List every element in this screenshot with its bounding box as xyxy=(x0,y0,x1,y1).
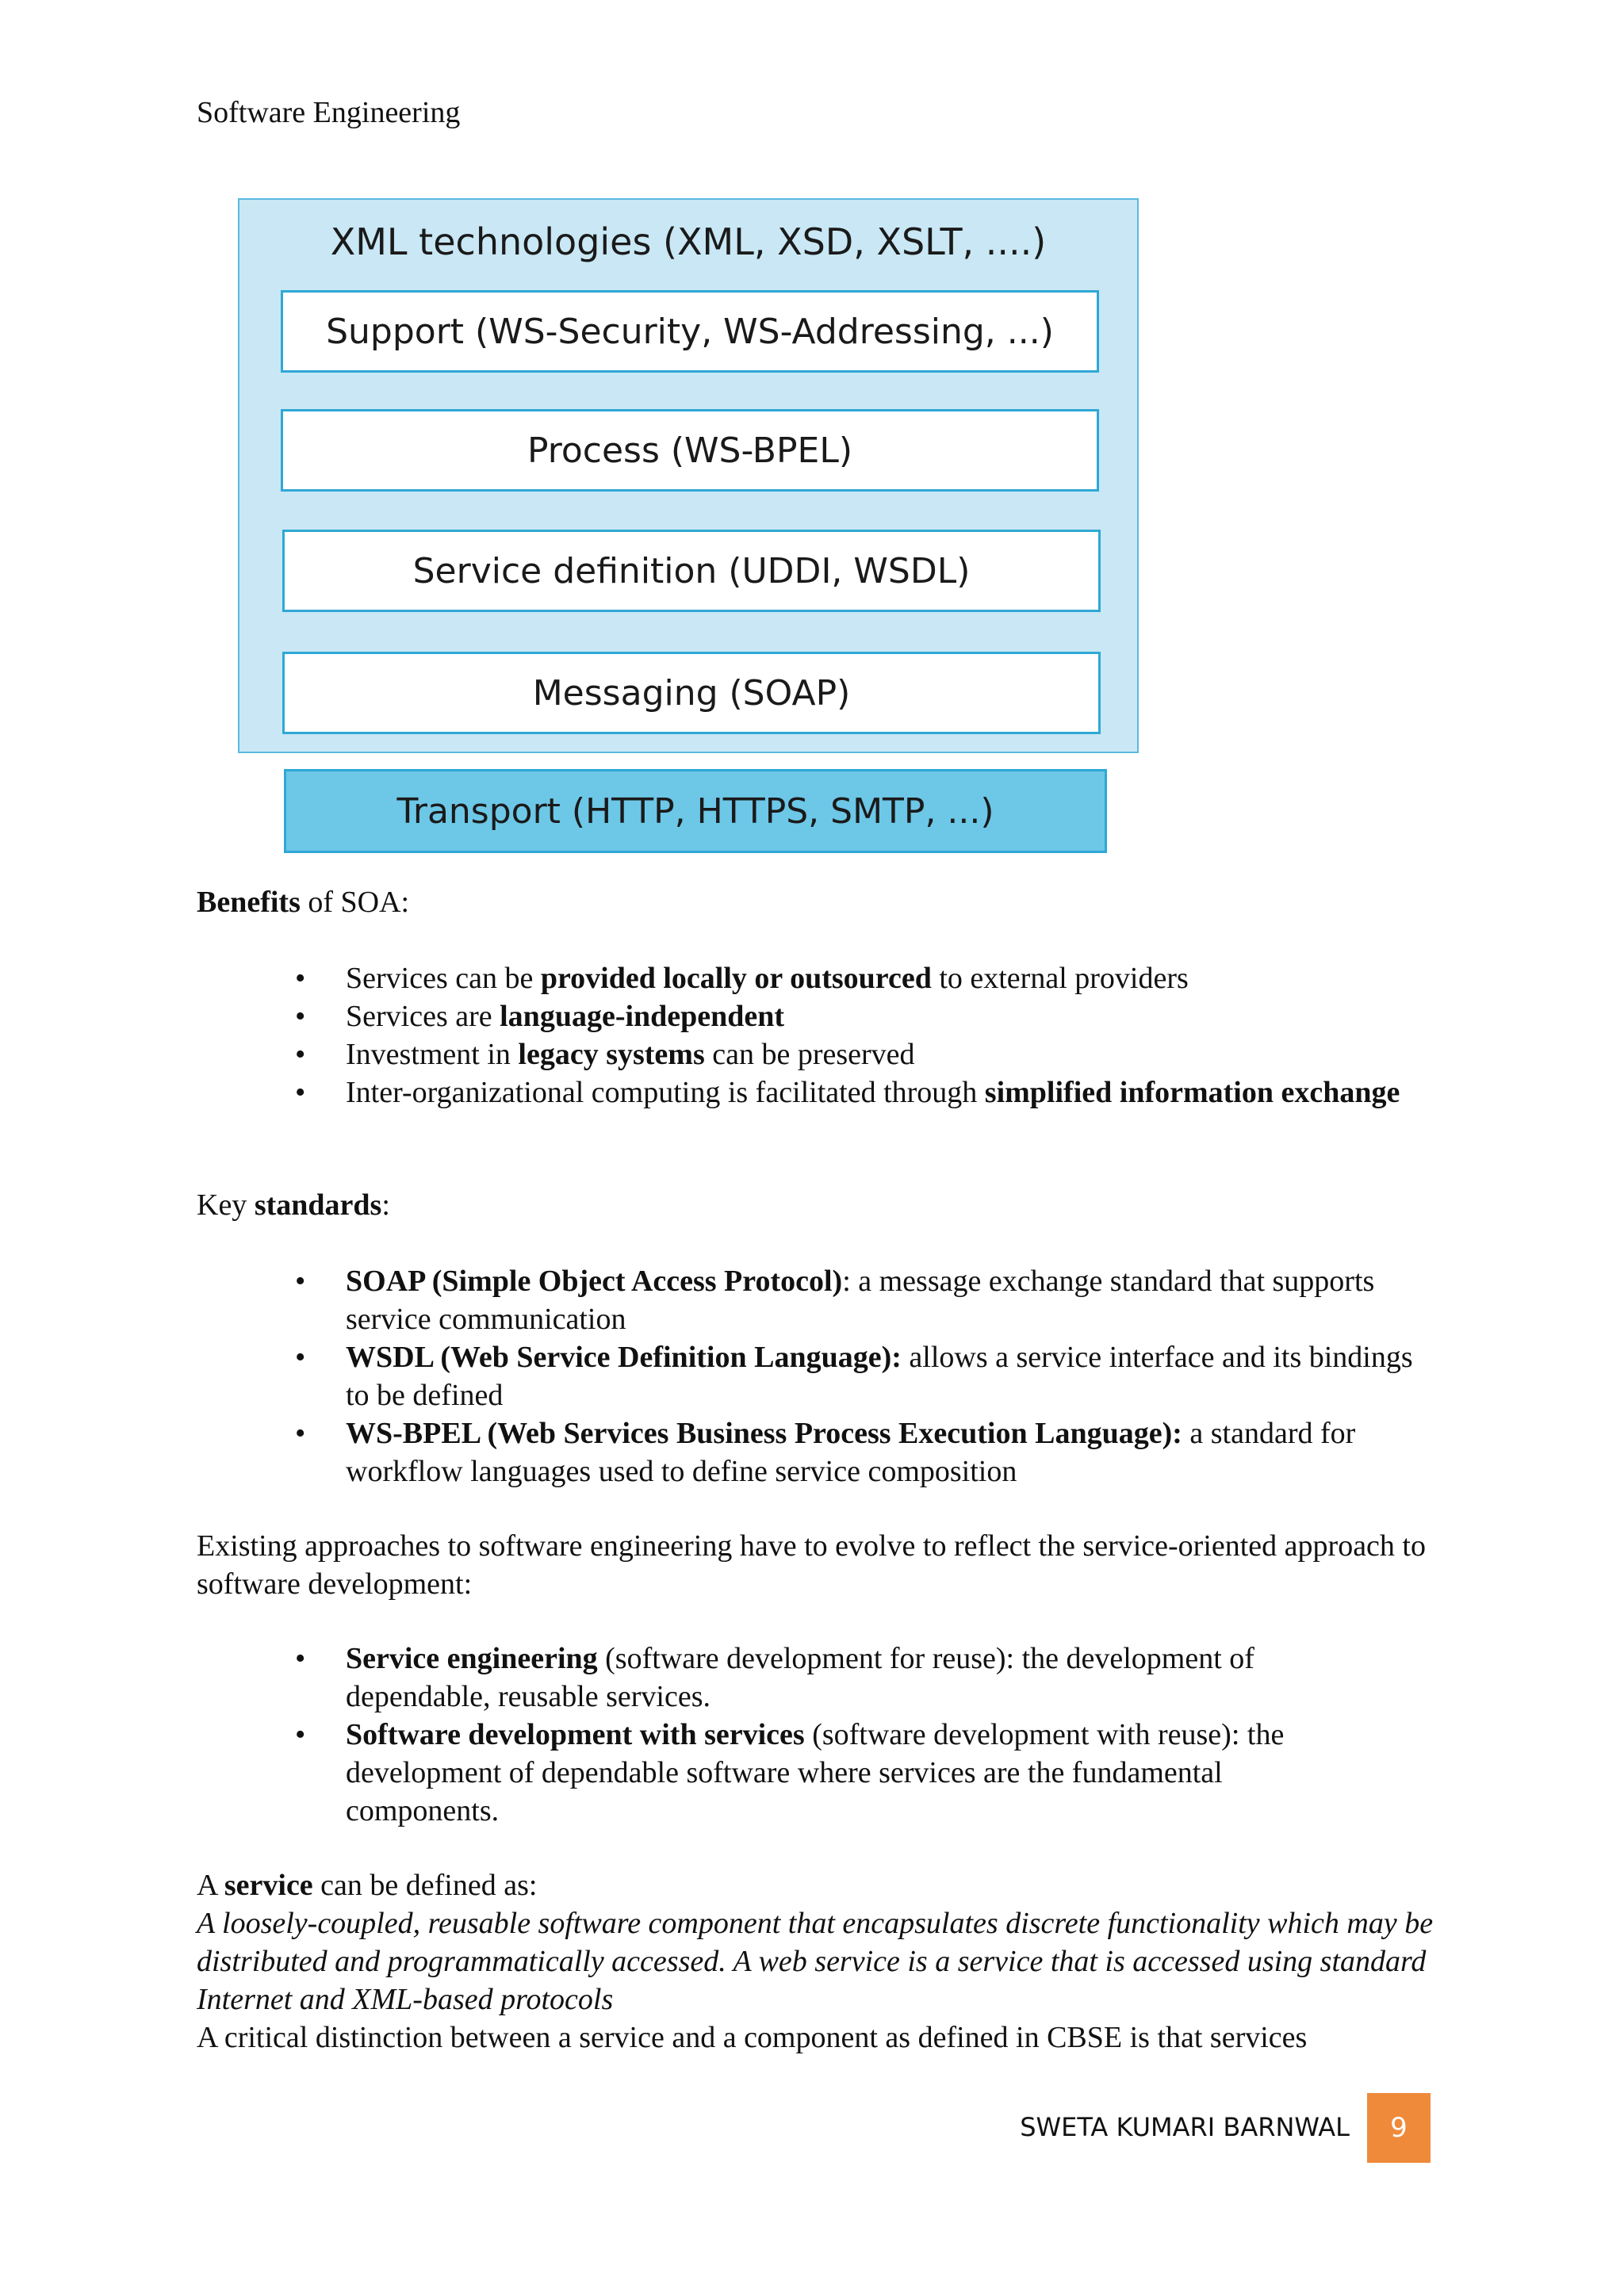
standards-heading: Key standards: xyxy=(197,1188,390,1222)
list-item: • SOAP (Simple Object Access Protocol): a message exchange standard that supports service communication xyxy=(346,1262,1416,1338)
layer-process: Process (WS-BPEL) xyxy=(281,409,1099,492)
list-item: • Service engineering (software development for reuse): the development of dependable, reusable services. xyxy=(346,1640,1377,1716)
list-item: • Investment in legacy systems can be preserved xyxy=(346,1035,1440,1073)
bullet-icon: • xyxy=(295,1718,306,1751)
diagram-title: XML technologies (XML, XSD, XSLT, ....) xyxy=(330,220,1047,263)
benefits-list xyxy=(295,959,1440,1112)
benefits-heading: Benefits of SOA: xyxy=(197,886,410,919)
layer-transport: Transport (HTTP, HTTPS, SMTP, ...) xyxy=(284,769,1107,853)
bullet-icon: • xyxy=(295,1265,306,1298)
closing-paragraph: A critical distinction between a service and a component as defined in CBSE is that services xyxy=(197,2021,1308,2054)
footer-author: SWETA KUMARI BARNWAL xyxy=(1020,2112,1350,2142)
bullet-icon: • xyxy=(295,1076,306,1109)
bullet-icon: • xyxy=(295,1038,306,1071)
list-item: • Services can be provided locally or outsourced to external providers xyxy=(346,959,1440,997)
bullet-icon: • xyxy=(295,962,306,995)
service-definition-quote: A loosely-coupled, reusable software component that encapsulates discrete functionality which may be distributed and programmatically accessed. A web service is a service that is accessed using standard Internet and XML-based protocols xyxy=(197,1907,1434,2016)
standards-list xyxy=(295,1262,1416,1490)
bullet-icon: • xyxy=(295,1341,306,1374)
bullet-icon: • xyxy=(295,1642,306,1675)
list-item: • Services are language-independent xyxy=(346,997,1440,1035)
page-number-badge: 9 xyxy=(1367,2093,1431,2163)
layer-service-definition: Service definition (UDDI, WSDL) xyxy=(282,530,1101,612)
approaches-list xyxy=(295,1640,1377,1830)
page-header: Software Engineering xyxy=(197,96,461,129)
list-item: • Software development with services (software development with reuse): the development of dependable software where services are the fundamental components. xyxy=(346,1716,1377,1830)
list-item: • WSDL (Web Service Definition Language): allows a service interface and its bindings to be defined xyxy=(346,1338,1416,1414)
layer-support: Support (WS-Security, WS-Addressing, ...) xyxy=(281,290,1099,373)
bullet-icon: • xyxy=(295,1417,306,1450)
bullet-icon: • xyxy=(295,1000,306,1033)
soa-stack-diagram xyxy=(238,198,1139,753)
service-definition-intro: A service can be defined as: xyxy=(197,1869,538,1902)
list-item: • Inter-organizational computing is facilitated through simplified information exchange xyxy=(346,1073,1400,1112)
layer-messaging: Messaging (SOAP) xyxy=(282,652,1101,734)
list-item: • WS-BPEL (Web Services Business Process Execution Language): a standard for workflow languages used to define service composition xyxy=(346,1414,1416,1490)
approaches-intro: Existing approaches to software engineering have to evolve to reflect the service-oriented approach to software development: xyxy=(197,1529,1426,1601)
